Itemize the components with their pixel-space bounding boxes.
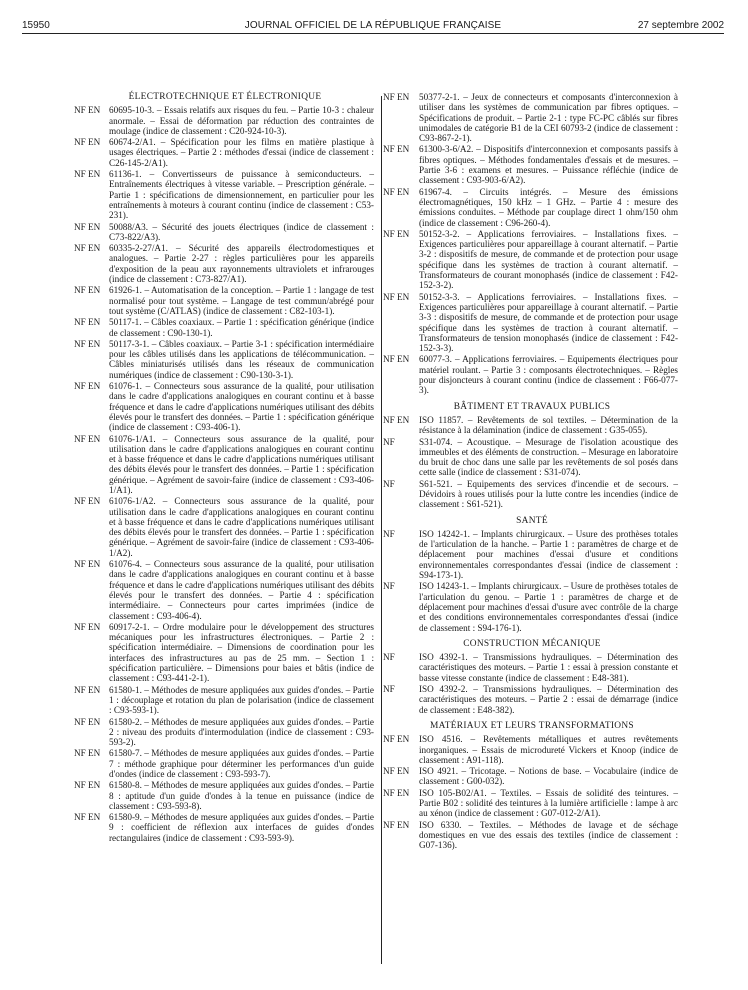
standard-text: 50117-3-1. – Câbles coaxiaux. – Partie 3-1 : spécification intermédiaire pour les câbles utilisés dans les applications de télécommunication. – Câbles miniaturisés utilisés dans les réseaux de communication numériques (indice de classement : C90-130-3-1). — [109, 338, 374, 380]
standard-text: 61076-1/A2. – Connecteurs sous assurance de la qualité, pour utilisation dans le cadre d'applications analogiques en courant continu et à basse fréquence et dans le cadre d'applications numériques utilisant des débits élevés pour le transfert des données. – Partie 1 : spécification générique. – Agrément de savoir-faire (indice de classement : C93-406-1/A2). — [109, 496, 374, 558]
standard-prefix: NF — [383, 528, 395, 539]
standard-text: 50152-3-2. – Applications ferroviaires. – Installations fixes. – Exigences particulières pour appareillage à courant alternatif. – Partie 3-2 : dispositifs de mesure, de commande et de protection pour usage spécifique dans les systèmes de traction à courant alternatif. – Transformateurs de courant monophasés (indice de classement : F42-152-3-2). — [419, 228, 678, 291]
column-separator — [381, 96, 382, 964]
standard-text: ISO 11857. – Revêtements de sol textiles. – Détermination de la résistance à la délamination (indice de classement : G35-055). — [419, 414, 678, 436]
standard-prefix: NF EN — [383, 787, 410, 798]
header-rule — [22, 33, 724, 34]
standard-entry — [383, 787, 678, 819]
standard-text: ISO 105-B02/A1. – Textiles. – Essais de solidité des teintures. – Partie B02 : solidité des teintures à la lumière artificielle : lampe à arc au xénon (indice de classement : G07-012-2/A1). — [419, 787, 678, 819]
standard-prefix: NF EN — [383, 186, 410, 197]
standard-prefix: NF EN — [74, 137, 101, 148]
standard-prefix: NF EN — [74, 285, 101, 296]
standard-prefix: NF EN — [383, 228, 410, 239]
standard-text: 61580-2. – Méthodes de mesure appliquées aux guides d'ondes. – Partie 2 : niveau des produits d'intermodulation (indice de classement : C93-593-2). — [109, 716, 374, 748]
standard-prefix: NF EN — [74, 780, 101, 791]
standard-entry — [76, 748, 374, 779]
standard-text: ISO 4392-1. – Transmissions hydrauliques. – Détermination des caractéristiques des moteurs. – Partie 1 : essai à pression constante et basse vitesse constante (indice de classement : E48-381). — [419, 652, 678, 683]
standard-entry — [383, 291, 678, 354]
standard-text: 61580-7. – Méthodes de mesure appliquées aux guides d'ondes. – Partie 7 : méthode graphique pour déterminer les performances d'un guide d'ondes (indice de classement : C93-593-7). — [109, 748, 374, 779]
standard-prefix: NF — [383, 478, 395, 489]
standard-entry — [76, 137, 374, 168]
standard-entry — [76, 496, 374, 558]
standard-entry — [76, 105, 374, 136]
standard-text: 61967-4. – Circuits intégrés. – Mesure des émissions électromagnétiques, 150 kHz – 1 GHz. – Partie 4 : mesure des émissions conduites. – Méthode par couplage direct 1 ohm/150 ohm (indice de classement : C96-260-4). — [419, 186, 678, 228]
standard-entry — [383, 144, 678, 186]
standard-text: ISO 14243-1. – Implants chirurgicaux. – Usure de prothèses totales de l'articulation du genou. – Partie 1 : paramètres de charge et de déplacement pour machines d'essai d'usure avec contrôle de la charge et des conditions environnementales correspondantes d'essai (indice de classement : S94-176-1). — [419, 581, 678, 633]
section-title: SANTÉ — [516, 515, 548, 526]
standard-entry — [76, 434, 374, 496]
left-column — [76, 92, 374, 844]
standard-entry — [76, 381, 374, 432]
standard-prefix: NF EN — [383, 354, 410, 365]
standard-prefix: NF — [383, 581, 395, 592]
standard-text: 61136-1. – Convertisseurs de puissance à semiconducteurs. – Entraînements électriques à vitesse variable. – Prescription générale. – Partie 1 : spécifications de dimensionnement, en particulier pour les entraînements à moteurs à courant continu (indice de classement : C53-231). — [109, 169, 374, 221]
standard-prefix: NF EN — [74, 748, 101, 759]
standard-entry — [383, 819, 678, 851]
standard-entry — [76, 685, 374, 716]
standard-prefix: NF EN — [383, 414, 410, 425]
standard-prefix: NF — [383, 684, 395, 695]
standard-prefix: NF EN — [74, 716, 101, 727]
standard-entry — [76, 780, 374, 811]
standard-text: 60674-2/A1. – Spécification pour les films en matière plastique à usages électriques. – Partie 2 : méthodes d'essai (indice de classement : C26-145-2/A1). — [109, 137, 374, 168]
standard-text: 61926-1. – Automatisation de la conception. – Partie 1 : langage de test normalisé pour tout système. – Langage de test commun/abrégé pour tout système (C/ATLAS) (indice de classement : C82-103-1). — [109, 285, 374, 316]
standard-text: S31-074. – Acoustique. – Mesurage de l'isolation acoustique des immeubles et des éléments de construction. – Mesurage en laboratoire du bruit de choc dans une salle par les revêtements de sol posés dans cette salle (indice de classement : S31-074). — [419, 436, 678, 478]
standard-entry — [383, 354, 678, 396]
standard-prefix: NF EN — [74, 559, 101, 570]
standard-text: ISO 4921. – Tricotage. – Notions de base. – Vocabulaire (indice de classement : G00-032). — [419, 766, 678, 787]
standard-prefix: NF — [383, 436, 395, 447]
publication-date: 27 septembre 2002 — [637, 20, 724, 31]
standard-text: ISO 4392-2. – Transmissions hydrauliques. – Détermination des caractéristiques des moteurs. – Partie 2 : essai de démarrage (indice de classement : E48-382). — [419, 684, 678, 715]
standard-prefix: NF EN — [74, 221, 101, 232]
standard-text: 61076-1. – Connecteurs sous assurance de la qualité, pour utilisation dans le cadre d'applications analogiques en courant continu et à basse fréquence et dans le cadre d'applications numériques utilisant des débits élevés pour le transfert des données. – Partie 1 : spécification générique (indice de classement : C93-406-1). — [109, 381, 374, 433]
standard-entry — [383, 436, 678, 478]
journal-title: JOURNAL OFFICIEL DE LA RÉPUBLIQUE FRANÇAISE — [244, 20, 502, 31]
standard-entry — [76, 285, 374, 316]
standard-text: 61300-3-6/A2. – Dispositifs d'interconnexion et composants passifs à fibres optiques. – Méthodes fondamentales d'essais et de mesures. – Partie 3-6 : examens et mesures. – Puissance réfléchie (indice de classement : C93-903-6/A2). — [419, 144, 678, 186]
section-title: ÉLECTROTECHNIQUE ET ÉLECTRONIQUE — [128, 92, 322, 102]
standard-entry — [76, 222, 374, 243]
standard-entry — [76, 339, 374, 380]
standard-text: 60077-3. – Applications ferroviaires. – Equipements électriques pour matériel roulant. – Partie 3 : composants électrotechniques. – Règles pour disjoncteurs à courant continu (indice de classement : F66-077-3). — [419, 354, 678, 396]
standard-prefix: NF — [383, 652, 395, 663]
standard-text: 50377-2-1. – Jeux de connecteurs et composants d'interconnexion à utiliser dans les systèmes de communication par fibres optiques. – Spécifications de produit. – Partie 2-1 : type FC-PC câblés sur fibres unimodales de catégorie B1 de la CEI 60793-2 (indice de classement : C93-867-2-1). — [419, 92, 678, 144]
page-number: 15950 — [22, 20, 50, 31]
standard-entry — [383, 766, 678, 787]
standard-prefix: NF EN — [74, 812, 101, 823]
standard-entry — [76, 559, 374, 621]
section-title: MATÉRIAUX ET LEURS TRANSFORMATIONS — [430, 720, 634, 731]
standard-prefix: NF EN — [74, 338, 101, 349]
standard-entry — [76, 717, 374, 748]
standard-prefix: NF EN — [74, 621, 101, 632]
standard-entry — [383, 581, 678, 633]
standard-prefix: NF EN — [74, 243, 101, 254]
standard-prefix: NF EN — [74, 317, 101, 328]
standard-prefix: NF EN — [74, 684, 101, 695]
standard-prefix: NF EN — [383, 819, 410, 830]
page-header — [22, 14, 724, 32]
standard-text: ISO 6330. – Textiles. – Méthodes de lavage et de séchage domestiques en vue des essais des textiles (indice de classement : G07-136). — [419, 819, 678, 851]
section-title: CONSTRUCTION MÉCANIQUE — [463, 638, 601, 649]
standard-text: 61580-1. – Méthodes de mesure appliquées aux guides d'ondes. – Partie 1 : découplage et rotation du plan de polarisation (indice de classement : C93-593-1). — [109, 684, 374, 716]
standard-text: 61580-9. – Méthodes de mesure appliquées aux guides d'ondes. – Partie 9 : coefficient de réflexion aux interfaces de guides d'ondes rectangulaires (indice de classement : C93-593-9). — [109, 812, 374, 843]
standard-text: 50117-1. – Câbles coaxiaux. – Partie 1 : spécification générique (indice de classement : C90-130-1). — [109, 317, 374, 338]
standard-prefix: NF EN — [383, 766, 410, 777]
standard-prefix: NF EN — [74, 381, 101, 392]
standard-prefix: NF EN — [383, 734, 410, 745]
standard-text: 61076-4. – Connecteurs sous assurance de la qualité, pour utilisation dans le cadre d'applications analogiques en courant continu et à basse fréquence et dans le cadre d'applications numériques utilisant des débits élevés pour le transfert des données. – Partie 4 : spécification intermédiaire. – Connecteurs pour cartes imprimées (indice de classement : C93-406-4). — [109, 559, 374, 621]
standard-entry — [383, 414, 678, 436]
section-title: BÂTIMENT ET TRAVAUX PUBLICS — [453, 401, 611, 412]
standard-entry — [383, 528, 678, 581]
standard-text: 60335-2-27/A1. – Sécurité des appareils électrodomestiques et analogues. – Partie 2-27 : règles particulières pour les appareils d'exposition de la peau aux rayonnements ultraviolets et infrarouges (indice de classement : C73-827/A1). — [109, 243, 374, 285]
standard-entry — [76, 317, 374, 338]
standard-text: 50088/A3. – Sécurité des jouets électriques (indice de classement : C73-822/A3). — [109, 221, 374, 242]
standard-entry — [383, 734, 678, 765]
standard-text: ISO 4516. – Revêtements métalliques et autres revêtements inorganiques. – Essais de microdureté Vickers et Knoop (indice de classement : A91-118). — [419, 734, 678, 765]
standard-prefix: NF EN — [74, 496, 101, 507]
standard-text: 50152-3-3. – Applications ferroviaires. – Installations fixes. – Exigences particulières pour appareillage à courant alternatif. – Partie 3-3 : dispositifs de mesure, de commande et de protection pour usage spécifique dans les systèmes de traction à courant alternatif. – Transformateurs de tension monophasés (indice de classement : F42-152-3-3). — [419, 291, 678, 354]
standard-text: S61-521. – Equipements des services d'incendie et de secours. – Dévidoirs à roues utilisés pour la lutte contre les incendies (indice de classement : S61-521). — [419, 478, 678, 510]
standard-text: 60695-10-3. – Essais relatifs aux risques du feu. – Partie 10-3 : chaleur anormale. – Essai de déformation par réduction des contraintes de moulage (indice de classement : C20-924-10-3). — [109, 105, 374, 136]
standard-entry — [383, 228, 678, 291]
standard-entry — [383, 478, 678, 510]
standard-entry — [76, 622, 374, 684]
standard-prefix: NF EN — [74, 105, 101, 116]
standard-text: 61076-1/A1. – Connecteurs sous assurance de la qualité, pour utilisation dans le cadre d'applications analogiques en courant continu et à basse fréquence et dans le cadre d'applications numériques utilisant des débits élevés pour le transfert des données. – Partie 1 : spécification générique. – Agrément de savoir-faire (indice de classement : C93-406-1/A1). — [109, 433, 374, 495]
right-column — [383, 92, 678, 851]
standard-entry — [76, 812, 374, 843]
standard-entry — [383, 186, 678, 228]
standard-prefix: NF EN — [383, 291, 410, 302]
standard-entry — [383, 92, 678, 144]
standard-entry — [76, 169, 374, 220]
standard-prefix: NF EN — [74, 433, 101, 444]
standard-text: 61580-8. – Méthodes de mesure appliquées aux guides d'ondes. – Partie 8 : aptitude d'un guide d'ondes à la tenue en puissance (indice de classement : C93-593-8). — [109, 780, 374, 811]
standard-text: ISO 14242-1. – Implants chirurgicaux. – Usure des prothèses totales de l'articulation de la hanche. – Partie 1 : paramètres de charge et de déplacement pour machines d'essai d'usure et conditions environnementales correspondantes d'essai (indice de classement : S94-173-1). — [419, 528, 678, 581]
standard-prefix: NF EN — [74, 169, 101, 180]
standard-entry — [76, 243, 374, 284]
standard-prefix: NF EN — [383, 92, 410, 102]
standard-entry — [383, 684, 678, 715]
standard-entry — [383, 652, 678, 683]
standard-prefix: NF EN — [383, 144, 410, 155]
standard-text: 60917-2-1. – Ordre modulaire pour le développement des structures mécaniques pour les infrastructures électroniques. – Partie 2 : spécification intermédiaire. – Dimensions de coordination pour les interfaces des infrastructures au pas de 25 mm. – Section 1 : spécification particulière. – Dimensions pour baies et bâtis (indice de classement : C93-441-2-1). — [109, 621, 374, 684]
